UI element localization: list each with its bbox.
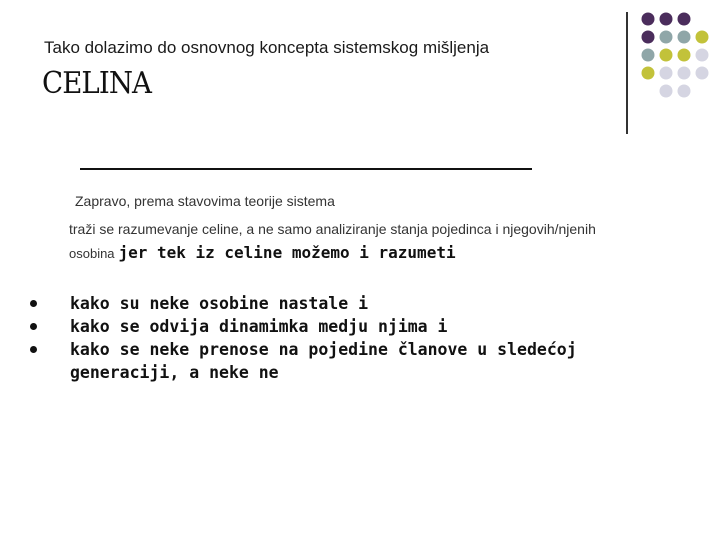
bullet-item: kako se odvija dinamimka medju njima i — [30, 315, 690, 338]
decorative-dot — [642, 67, 655, 80]
intro-text: Zapravo, prema stavovima teorije sistema — [75, 193, 335, 209]
slide-title: Tako dolazimo do osnovnog koncepta sistemskog mišljenja — [44, 38, 490, 57]
decorative-dot — [642, 31, 655, 44]
bullet-icon — [30, 323, 37, 330]
paragraph-line-2 — [69, 241, 689, 266]
decorative-dot — [642, 49, 655, 62]
decorative-dot — [678, 13, 691, 26]
paragraph-bold-text: jer tek iz celine možemo i razumeti — [118, 243, 456, 262]
paragraph-line: traži se razumevanje celine, a ne samo analiziranje stanja pojedinca i njegovih/njenih — [69, 221, 596, 237]
bullet-list — [30, 292, 690, 384]
paragraph-small-text: osobina — [69, 246, 115, 261]
decorative-dot — [660, 49, 673, 62]
body-paragraph — [69, 217, 689, 266]
decorative-dot — [660, 85, 673, 98]
bullet-item: kako su neke osobine nastale i — [30, 292, 690, 315]
decorative-dot — [678, 85, 691, 98]
decorative-dot — [660, 31, 673, 44]
decorative-dot — [660, 13, 673, 26]
bullet-icon — [30, 300, 37, 307]
decorative-dot — [642, 13, 655, 26]
decorative-dot — [678, 67, 691, 80]
decorative-dot — [696, 67, 709, 80]
horizontal-rule — [80, 168, 532, 170]
vertical-divider — [626, 12, 628, 134]
bullet-item: kako se neke prenose na pojedine članove u sledećoj generaciji, a neke ne — [30, 338, 690, 384]
decorative-dot — [660, 67, 673, 80]
decorative-dot — [678, 31, 691, 44]
decorative-dot — [696, 31, 709, 44]
bullet-icon — [30, 346, 37, 353]
decorative-dot — [696, 49, 709, 62]
decorative-dot — [678, 49, 691, 62]
slide-heading: CELINA — [42, 66, 152, 101]
